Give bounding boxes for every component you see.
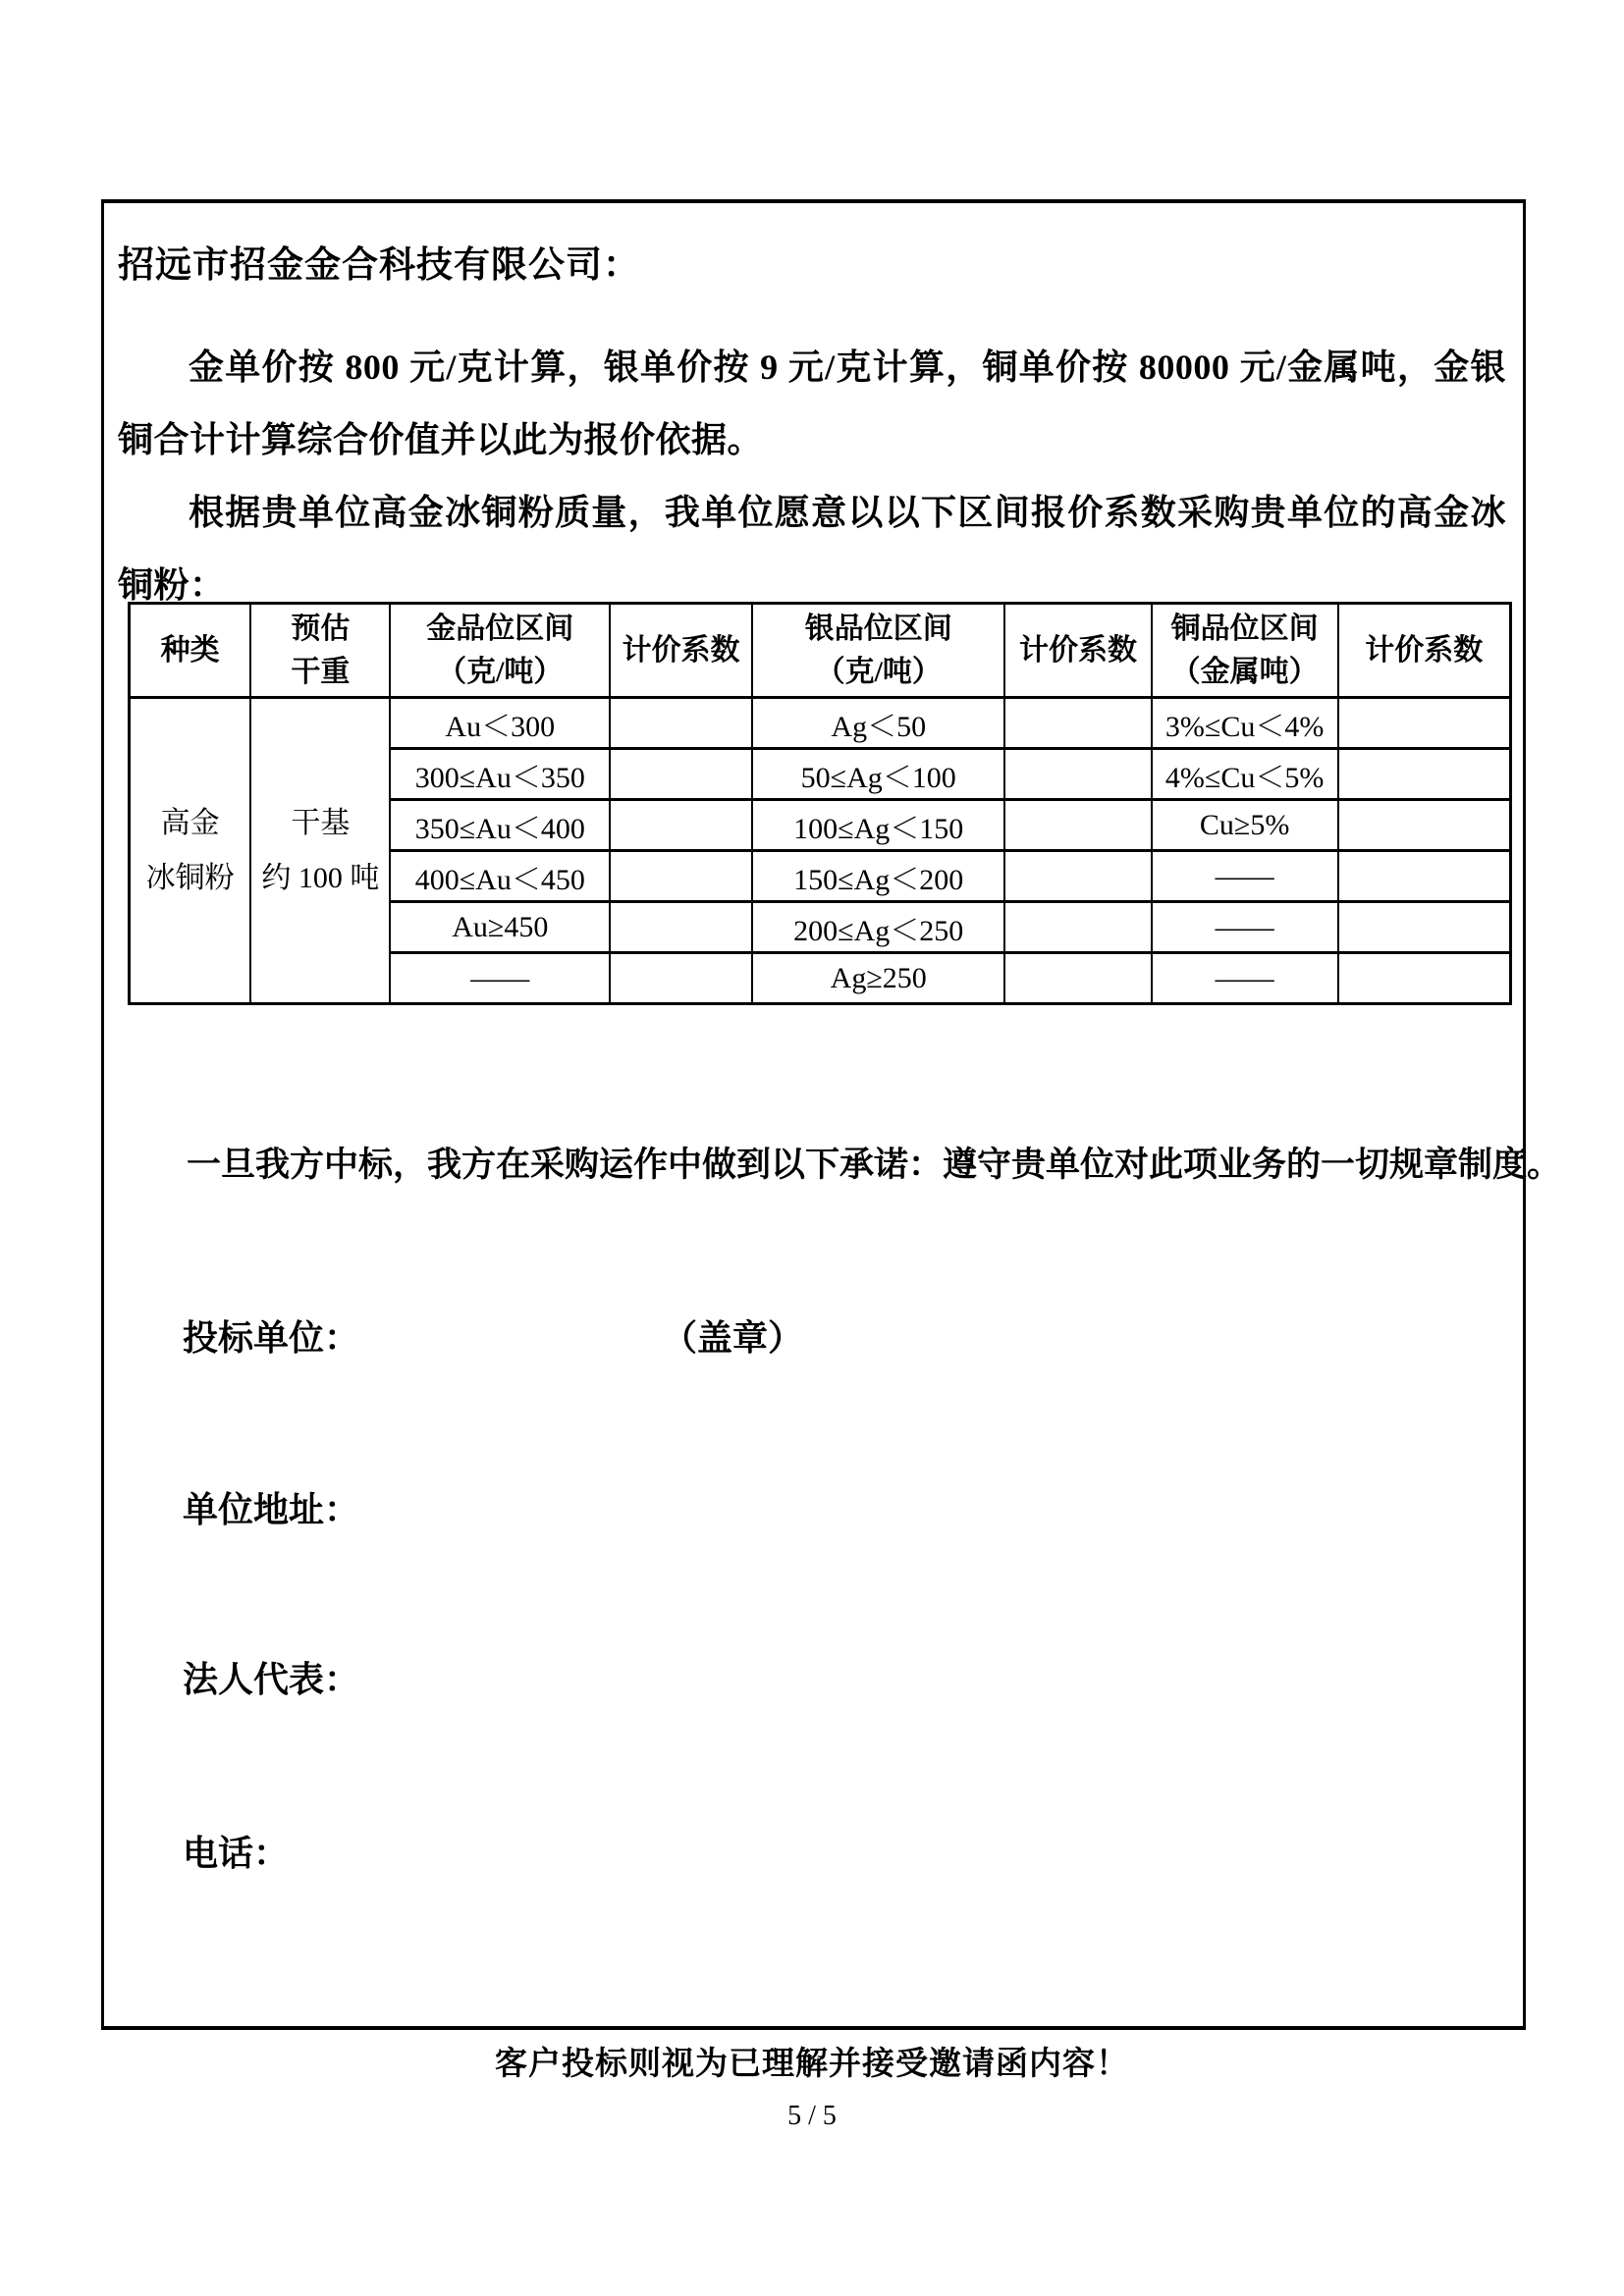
commitment-statement: 一旦我方中标，我方在采购运作中做到以下承诺：遵守贵单位对此项业务的一切规章制度。 xyxy=(187,1146,1562,1184)
recipient-company-title: 招远市招金金合科技有限公司： xyxy=(118,245,640,286)
copper-range-cell: 4%≤Cu＜5% xyxy=(1152,749,1338,800)
gold-coefficient-cell xyxy=(610,902,752,953)
header-gold-coefficient: 计价系数 xyxy=(610,604,752,698)
silver-coefficient-cell xyxy=(1004,902,1151,953)
copper-coefficient-cell xyxy=(1338,800,1511,851)
silver-range-cell: 150≤Ag＜200 xyxy=(752,851,1004,902)
header-gold-grade-range: 金品位区间 （克/吨） xyxy=(390,604,610,698)
company-address-field-label: 单位地址： xyxy=(183,1490,360,1529)
copper-coefficient-cell xyxy=(1338,749,1511,800)
copper-range-cell: —— xyxy=(1152,902,1338,953)
copper-range-cell: Cu≥5% xyxy=(1152,800,1338,851)
legal-representative-field-label: 法人代表： xyxy=(183,1660,360,1699)
silver-coefficient-cell xyxy=(1004,800,1151,851)
bidder-name-field-label: 投标单位： xyxy=(183,1318,360,1358)
silver-range-cell: Ag≥250 xyxy=(752,953,1004,1004)
silver-coefficient-cell xyxy=(1004,953,1151,1004)
footer-acceptance-note: 客户投标则视为已理解并接受邀请函内容！ xyxy=(495,2047,1129,2082)
silver-range-cell: 50≤Ag＜100 xyxy=(752,749,1004,800)
page-number: 5 / 5 xyxy=(787,2101,837,2131)
copper-coefficient-cell xyxy=(1338,953,1511,1004)
gold-range-cell: Au＜300 xyxy=(390,698,610,749)
copper-range-cell: —— xyxy=(1152,851,1338,902)
silver-range-cell: 100≤Ag＜150 xyxy=(752,800,1004,851)
silver-range-cell: Ag＜50 xyxy=(752,698,1004,749)
gold-range-cell: 400≤Au＜450 xyxy=(390,851,610,902)
header-copper-grade-range: 铜品位区间 （金属吨） xyxy=(1152,604,1338,698)
gold-range-cell: —— xyxy=(390,953,610,1004)
silver-coefficient-cell xyxy=(1004,698,1151,749)
silver-coefficient-cell xyxy=(1004,749,1151,800)
category-cell: 高金 冰铜粉 xyxy=(130,698,251,1004)
copper-coefficient-cell xyxy=(1338,851,1511,902)
company-seal-label: （盖章） xyxy=(662,1318,804,1358)
copper-range-cell: —— xyxy=(1152,953,1338,1004)
gold-coefficient-cell xyxy=(610,749,752,800)
silver-range-cell: 200≤Ag＜250 xyxy=(752,902,1004,953)
phone-field-label: 电话： xyxy=(183,1834,290,1873)
grade-coefficient-table xyxy=(128,602,1512,1005)
header-category: 种类 xyxy=(130,604,251,698)
gold-coefficient-cell xyxy=(610,698,752,749)
gold-range-cell: 350≤Au＜400 xyxy=(390,800,610,851)
quote-intent-paragraph: 根据贵单位高金冰铜粉质量，我单位愿意以以下区间报价系数采购贵单位的高金冰铜粉： xyxy=(118,493,1506,605)
gold-range-cell: 300≤Au＜350 xyxy=(390,749,610,800)
header-copper-coefficient: 计价系数 xyxy=(1338,604,1511,698)
gold-coefficient-cell xyxy=(610,800,752,851)
header-silver-grade-range: 银品位区间 （克/吨） xyxy=(752,604,1004,698)
dry-weight-cell: 干基 约 100 吨 xyxy=(250,698,390,1004)
table-row xyxy=(130,698,1511,749)
document-border-box xyxy=(101,199,1562,2030)
body-paragraphs xyxy=(118,331,1506,621)
copper-coefficient-cell xyxy=(1338,902,1511,953)
copper-range-cell: 3%≤Cu＜4% xyxy=(1152,698,1338,749)
table-header-row xyxy=(130,604,1511,698)
copper-coefficient-cell xyxy=(1338,698,1511,749)
pricing-basis-paragraph: 金单价按 800 元/克计算，银单价按 9 元/克计算，铜单价按 80000 元/金属吨，金银铜合计计算综合价值并以此为报价依据。 xyxy=(118,347,1506,459)
gold-coefficient-cell xyxy=(610,953,752,1004)
silver-coefficient-cell xyxy=(1004,851,1151,902)
gold-range-cell: Au≥450 xyxy=(390,902,610,953)
header-silver-coefficient: 计价系数 xyxy=(1004,604,1151,698)
gold-coefficient-cell xyxy=(610,851,752,902)
header-estimated-dry-weight: 预估 干重 xyxy=(250,604,390,698)
